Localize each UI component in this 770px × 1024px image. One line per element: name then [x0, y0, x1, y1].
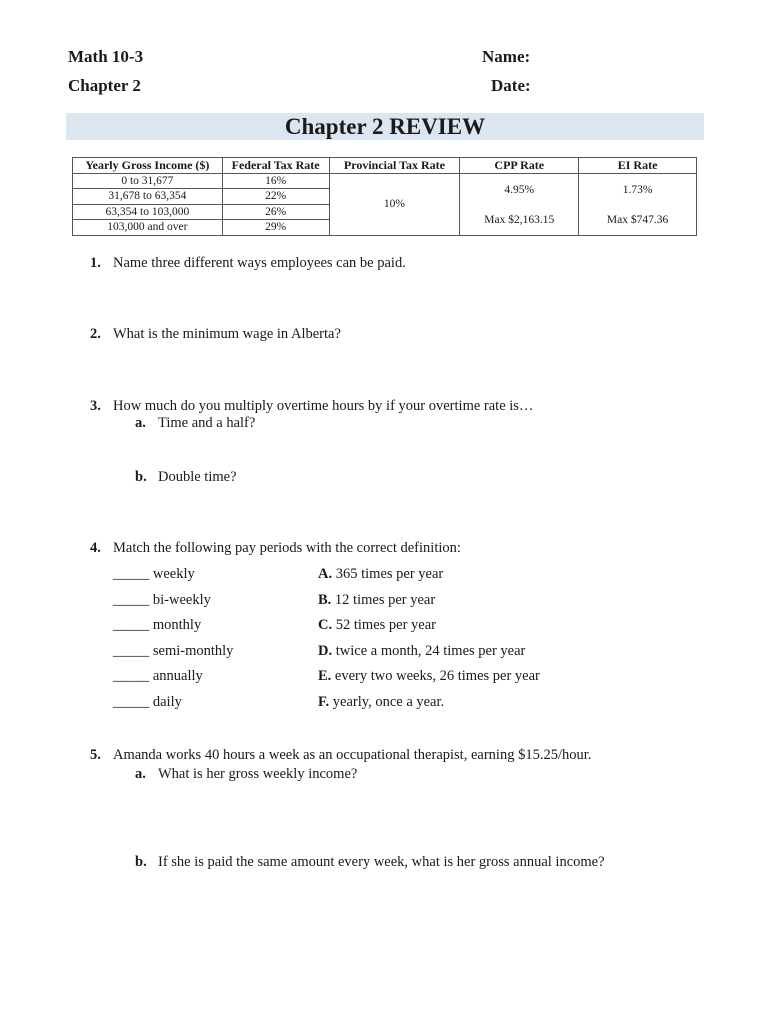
question-number: 2.: [90, 326, 101, 342]
option-text: 52 times per year: [335, 617, 436, 633]
question-text: Match the following pay periods with the correct definition:: [113, 540, 461, 556]
question-2: [90, 326, 341, 343]
header-provincial: Provincial Tax Rate: [329, 158, 460, 174]
header-federal: Federal Tax Rate: [222, 158, 329, 174]
option-text: 365 times per year: [335, 566, 444, 582]
question-1: [90, 255, 406, 272]
federal-rate: 29%: [222, 220, 329, 236]
option-letter: C.: [318, 617, 333, 633]
sub-label: a.: [135, 766, 146, 782]
option-f: [318, 694, 444, 711]
page-title: Chapter 2 REVIEW: [66, 113, 704, 140]
course-title: Math 10-3: [68, 47, 144, 66]
question-5: [90, 747, 591, 764]
option-b: [318, 592, 435, 609]
option-e: [318, 668, 540, 685]
cpp-rate: 4.95%: [504, 183, 535, 196]
blank-bi-weekly: _____ bi-weekly: [113, 592, 211, 608]
income-bracket: 63,354 to 103,000: [73, 204, 223, 220]
blank-weekly: _____ weekly: [113, 566, 195, 582]
question-number: 3.: [90, 398, 101, 414]
option-text: yearly, once a year.: [332, 694, 445, 710]
header-cpp: CPP Rate: [460, 158, 579, 174]
sub-label: b.: [135, 469, 147, 485]
cpp-max: Max $2,163.15: [484, 214, 555, 226]
option-letter: A.: [318, 566, 333, 582]
federal-rate: 22%: [222, 189, 329, 205]
blank-monthly: _____ monthly: [113, 617, 202, 633]
question-text: Amanda works 40 hours a week as an occupational therapist, earning $15.25/hour.: [113, 747, 592, 763]
sub-text: Double time?: [158, 469, 237, 485]
federal-rate: 26%: [222, 204, 329, 220]
blank-annually: _____ annually: [113, 668, 203, 684]
table-header-row: [73, 158, 697, 174]
chapter-label: Chapter 2: [68, 76, 141, 95]
question-3: [90, 398, 533, 415]
income-bracket: 0 to 31,677: [73, 173, 223, 189]
name-label: Name:: [482, 47, 531, 66]
ei-cell: [579, 173, 697, 235]
question-text: Name three different ways employees can be paid.: [113, 255, 406, 271]
question-3b: [135, 469, 237, 486]
question-number: 1.: [90, 255, 101, 271]
provincial-rate: 10%: [329, 173, 460, 235]
option-letter: F.: [318, 694, 330, 710]
header-income: Yearly Gross Income ($): [73, 158, 223, 174]
question-number: 4.: [90, 540, 101, 556]
blank-semi-monthly: _____ semi-monthly: [113, 643, 234, 659]
header-ei: EI Rate: [579, 158, 697, 174]
cpp-cell: [460, 173, 579, 235]
sub-text: What is her gross weekly income?: [158, 766, 358, 782]
ei-max: Max $747.36: [606, 214, 669, 226]
sub-label: b.: [135, 854, 147, 870]
option-d: [318, 643, 525, 660]
option-letter: E.: [318, 668, 332, 684]
question-text: What is the minimum wage in Alberta?: [113, 326, 341, 342]
option-a: [318, 566, 443, 583]
question-3a: [135, 415, 255, 432]
income-bracket: 31,678 to 63,354: [73, 189, 223, 205]
option-text: twice a month, 24 times per year: [335, 643, 526, 659]
option-c: [318, 617, 436, 634]
question-5b: [135, 854, 605, 871]
ei-rate: 1.73%: [622, 183, 653, 196]
federal-rate: 16%: [222, 173, 329, 189]
question-5a: [135, 766, 357, 783]
option-text: 12 times per year: [334, 592, 436, 608]
income-bracket: 103,000 and over: [73, 220, 223, 236]
blank-daily: _____ daily: [113, 694, 182, 710]
question-text: How much do you multiply overtime hours by if your overtime rate is…: [113, 398, 534, 414]
sub-text: Time and a half?: [158, 415, 256, 431]
option-letter: D.: [318, 643, 333, 659]
option-text: every two weeks, 26 times per year: [334, 668, 540, 684]
question-number: 5.: [90, 747, 101, 763]
sub-label: a.: [135, 415, 146, 431]
tax-rate-table: [72, 157, 697, 236]
sub-text: If she is paid the same amount every week, what is her gross annual income?: [158, 854, 605, 870]
date-label: Date:: [491, 76, 531, 95]
table-row: [73, 173, 697, 189]
option-letter: B.: [318, 592, 332, 608]
question-4: [90, 540, 461, 557]
